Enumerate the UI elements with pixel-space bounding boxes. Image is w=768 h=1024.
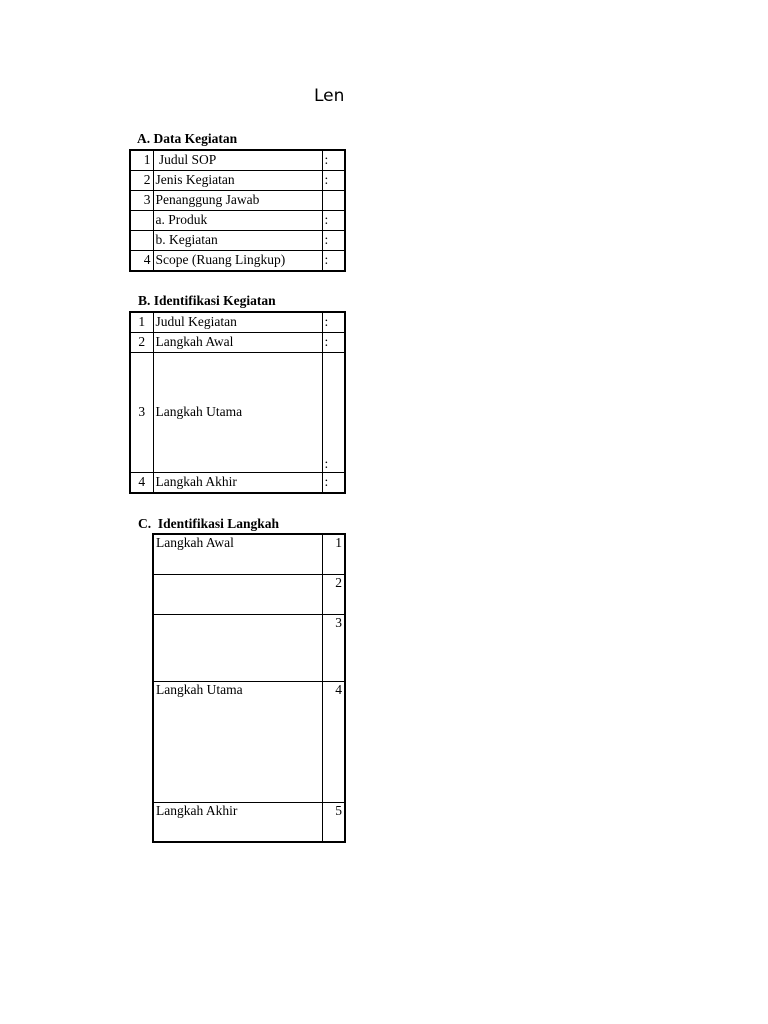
step-number: 1 [322,534,345,574]
value-cell[interactable]: : [322,312,345,332]
section-a-heading: A. Data Kegiatan [137,131,238,146]
step-label: Langkah Awal [153,534,322,574]
step-label: Langkah Utama [153,681,322,802]
row-number: 4 [130,250,153,271]
table-row [153,681,345,802]
identifikasi-kegiatan-table [129,311,346,494]
table-row [153,534,345,574]
value-cell[interactable]: : [322,250,345,271]
value-cell[interactable]: : [322,332,345,352]
row-label: Scope (Ruang Lingkup) [153,250,322,271]
step-label: Langkah Akhir [153,802,322,842]
table-row [153,802,345,842]
row-number: 1 [130,150,153,170]
data-kegiatan-table [129,149,346,272]
value-cell[interactable]: : [322,170,345,190]
value-cell[interactable]: : [322,230,345,250]
table-row [130,230,345,250]
row-label: Langkah Akhir [153,472,322,493]
value-cell[interactable] [322,190,345,210]
table-row [153,574,345,614]
row-number: 3 [130,352,153,472]
value-cell[interactable]: : [322,472,345,493]
table-row [130,170,345,190]
identifikasi-langkah-table [152,533,346,843]
row-label: Jenis Kegiatan [153,170,322,190]
table-row [130,472,345,493]
row-label: Langkah Utama [153,352,322,472]
section-b-heading: B. Identifikasi Kegiatan [138,293,276,308]
row-label: b. Kegiatan [153,230,322,250]
row-number [130,230,153,250]
step-number: 4 [322,681,345,802]
table-row [130,312,345,332]
table-row [130,250,345,271]
table-row [130,332,345,352]
table-row [130,150,345,170]
row-label: a. Produk [153,210,322,230]
table-row [130,352,345,472]
value-cell[interactable]: : [322,210,345,230]
value-cell[interactable]: : [322,352,345,472]
step-number: 3 [322,614,345,681]
table-row [130,190,345,210]
row-number: 3 [130,190,153,210]
value-cell[interactable]: : [322,150,345,170]
row-label: Langkah Awal [153,332,322,352]
table-row [153,614,345,681]
section-c-heading: C. Identifikasi Langkah [138,516,280,531]
page-title: Len [314,86,345,106]
step-number: 5 [322,802,345,842]
row-number: 2 [130,332,153,352]
step-number: 2 [322,574,345,614]
row-label: Penanggung Jawab [153,190,322,210]
row-number: 1 [130,312,153,332]
row-number [130,210,153,230]
step-label[interactable] [153,574,322,614]
row-label: Judul SOP [153,150,322,170]
row-number: 2 [130,170,153,190]
step-label[interactable] [153,614,322,681]
table-row [130,210,345,230]
row-number: 4 [130,472,153,493]
row-label: Judul Kegiatan [153,312,322,332]
